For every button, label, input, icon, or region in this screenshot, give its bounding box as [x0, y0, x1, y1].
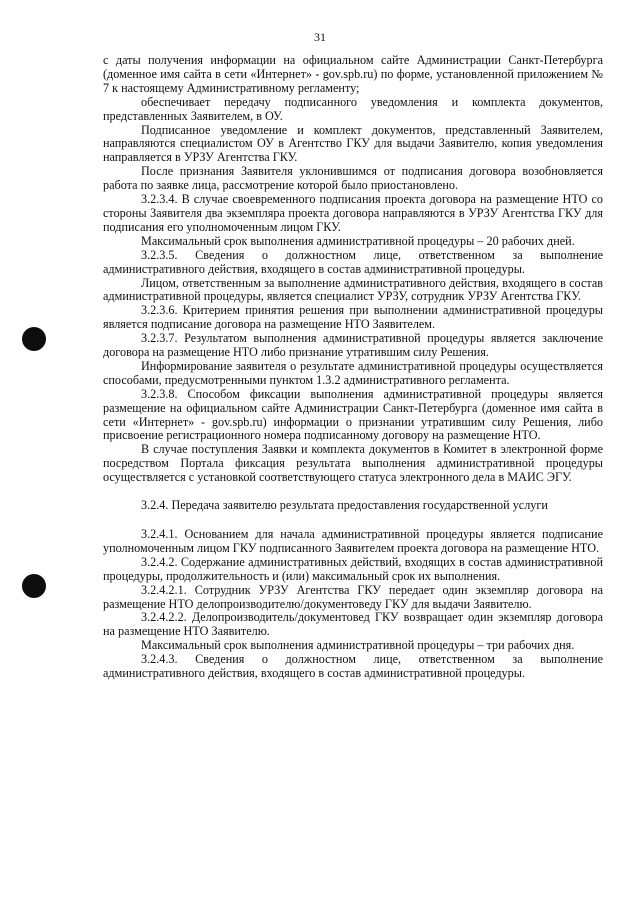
paragraph: Информирование заявителя о результате административной процедуры осуществляется способами, предусмотренными пунктом 1.3.2 административного регламента.	[103, 358, 603, 387]
paragraph: обеспечивает передачу подписанного уведомления и комплекта документов, представленных Заявителем, в ОУ.	[103, 94, 603, 123]
page-number: 31	[314, 30, 326, 44]
paragraph: 3.2.3.4. В случае своевременного подписания проекта договора на размещение НТО со стороны Заявителя два экземпляра проекта договора направляются в УРЗУ Агентства ГКУ для подписания его уполномоченным лицом ГКУ.	[103, 192, 603, 234]
paragraph: 3.2.3.7. Результатом выполнения административной процедуры является заключение договора на размещение НТО либо признание утратившим силу Решения.	[103, 331, 603, 360]
paragraph: 3.2.4.2.2. Делопроизводитель/документовед ГКУ возвращает один экземпляр договора на размещение НТО Заявителю.	[103, 610, 603, 639]
binder-hole-mark	[22, 327, 46, 351]
paragraph: 3.2.4.3. Сведения о должностном лице, ответственном за выполнение административного действия, входящего в состав административной процедуры.	[103, 652, 603, 681]
paragraph: Максимальный срок выполнения административной процедуры – три рабочих дня.	[141, 638, 575, 653]
document-body	[103, 54, 603, 681]
paragraph: 3.2.3.6. Критерием принятия решения при выполнении административной процедуры является подписание договора на размещение НТО Заявителем.	[103, 303, 603, 332]
paragraph: 3.2.4.2.1. Сотрудник УРЗУ Агентства ГКУ передает один экземпляр договора на размещение НТО делопроизводителю/документоведу ГКУ для выдачи Заявителю.	[103, 582, 603, 611]
paragraph: с даты получения информации на официальном сайте Администрации Санкт-Петербурга (доменное имя сайта в сети «Интернет» - gov.spb.ru) по форме, установленной приложением № 7 к настоящему Административному регламенту;	[103, 53, 603, 95]
paragraph: В случае поступления Заявки и комплекта документов в Комитет в электронной форме посредством Портала фиксация результата выполнения административной процедуры осуществляется с установкой соответствующего статуса электронного дела в МАИС ЭГУ.	[103, 442, 603, 485]
section-heading: 3.2.4. Передача заявителю результата предоставления государственной услуги	[141, 498, 548, 513]
paragraph: Максимальный срок выполнения административной процедуры – 20 рабочих дней.	[141, 233, 575, 248]
paragraph: Лицом, ответственным за выполнение административного действия, входящего в состав административной процедуры, является специалист УРЗУ, сотрудник УРЗУ Агентства ГКУ.	[103, 275, 603, 304]
paragraph: 3.2.3.8. Способом фиксации выполнения административной процедуры является размещение на официальном сайте Администрации Санкт-Петербурга (доменное имя сайта в сети «Интернет» - gov.spb.ru) информации о признании утратившим силу Решения, либо присвоение регистрационного номера подписанному договору на размещение НТО.	[103, 386, 603, 443]
binder-hole-mark	[22, 574, 46, 598]
paragraph: 3.2.3.5. Сведения о должностном лице, ответственном за выполнение административного действия, входящего в состав административной процедуры.	[103, 247, 603, 276]
paragraph: 3.2.4.1. Основанием для начала административной процедуры является подписание уполномоченным лицом ГКУ подписанного Заявителем проекта договора на размещение НТО.	[103, 527, 603, 555]
paragraph: 3.2.4.2. Содержание административных действий, входящих в состав административной процедуры, продолжительность и (или) максимальный срок их выполнения.	[103, 554, 603, 583]
paragraph: Подписанное уведомление и комплект документов, представленный Заявителем, направляются специалистом ОУ в Агентство ГКУ для выдачи Заявителю, копия уведомления направляется в УРЗУ Агентства ГКУ.	[103, 122, 603, 165]
paragraph: После признания Заявителя уклонившимся от подписания договора возобновляется работа по заявке лица, рассмотрение которой было приостановлено.	[103, 164, 603, 193]
